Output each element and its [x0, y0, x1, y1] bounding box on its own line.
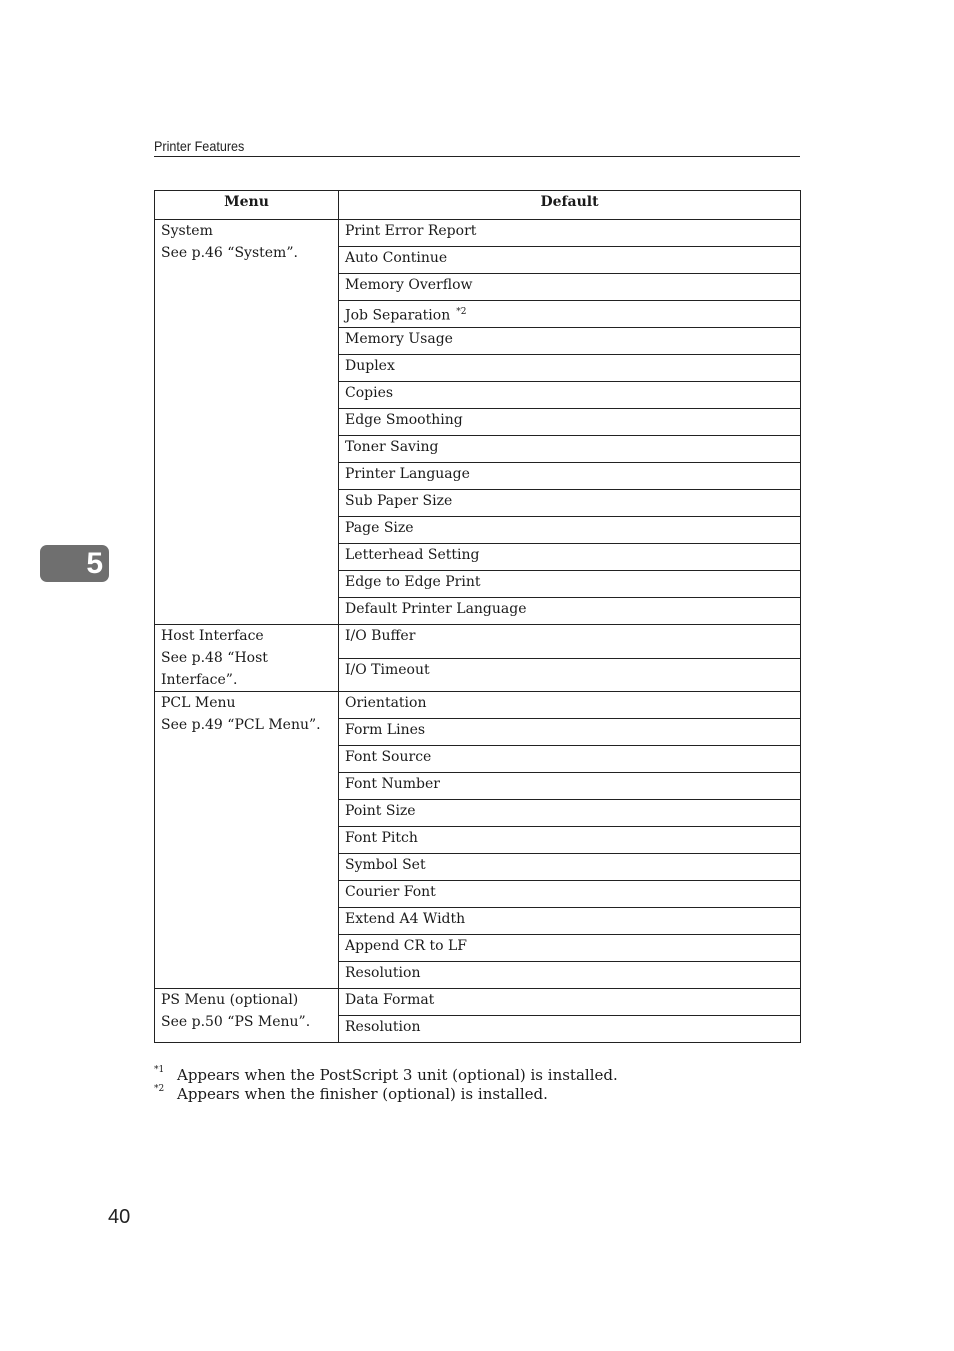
default-item-cell	[339, 571, 801, 598]
default-item-cell	[339, 827, 801, 854]
menu-name: Host Interface	[161, 628, 264, 644]
table-row	[155, 692, 801, 719]
default-item-cell	[339, 658, 801, 692]
default-item-label: Symbol Set	[345, 857, 426, 873]
table-row	[155, 220, 801, 247]
default-item-label: Resolution	[345, 1019, 421, 1035]
default-item-label: Font Pitch	[345, 830, 418, 846]
running-header	[154, 138, 800, 157]
default-item-cell	[339, 355, 801, 382]
default-item-cell	[339, 598, 801, 625]
footnote-mark: *2	[154, 1084, 165, 1094]
menu-name: PS Menu (optional)	[161, 992, 299, 1008]
default-item-cell	[339, 908, 801, 935]
menu-cell	[155, 989, 339, 1043]
default-item-cell	[339, 301, 801, 328]
default-item-label: Font Source	[345, 749, 432, 765]
footnotes	[154, 1066, 800, 1104]
menu-reference: See p.48 “Host Interface”.	[161, 650, 268, 688]
default-column-header: Default	[339, 191, 801, 220]
default-item-label: Resolution	[345, 965, 421, 981]
page-number: 40	[108, 1206, 131, 1228]
default-item-label: Point Size	[345, 803, 416, 819]
default-item-cell	[339, 1016, 801, 1043]
default-item-label: I/O Timeout	[345, 661, 430, 678]
footnote-mark: *1	[154, 1065, 165, 1075]
table-header-row	[155, 191, 801, 220]
default-item-cell	[339, 746, 801, 773]
default-item-label: Edge Smoothing	[345, 412, 463, 428]
default-item-cell	[339, 463, 801, 490]
table-row	[155, 989, 801, 1016]
default-item-cell	[339, 409, 801, 436]
default-item-cell	[339, 773, 801, 800]
footnote	[154, 1066, 800, 1085]
default-item-cell	[339, 490, 801, 517]
default-item-cell	[339, 247, 801, 274]
default-item-cell	[339, 517, 801, 544]
default-item-cell	[339, 935, 801, 962]
footnote-text: Appears when the PostScript 3 unit (optional) is installed.	[177, 1066, 618, 1084]
default-item-cell	[339, 881, 801, 908]
default-item-label: Toner Saving	[345, 439, 439, 455]
menu-cell	[155, 692, 339, 989]
default-item-cell	[339, 544, 801, 571]
footnote	[154, 1085, 800, 1104]
default-item-cell	[339, 328, 801, 355]
default-item-cell	[339, 220, 801, 247]
menu-defaults-table	[154, 190, 801, 1043]
menu-reference: See p.49 “PCL Menu”.	[161, 717, 321, 733]
default-item-label: Page Size	[345, 520, 414, 536]
chapter-tab: 5	[40, 545, 109, 582]
default-item-label: Edge to Edge Print	[345, 574, 481, 590]
default-item-cell	[339, 989, 801, 1016]
default-item-cell	[339, 625, 801, 659]
menu-column-header: Menu	[155, 191, 339, 220]
default-item-cell	[339, 436, 801, 463]
default-item-label: Extend A4 Width	[345, 911, 466, 927]
default-item-cell	[339, 854, 801, 881]
default-item-label: Duplex	[345, 358, 395, 374]
menu-cell	[155, 220, 339, 625]
menu-reference: See p.50 “PS Menu”.	[161, 1014, 311, 1030]
default-item-label: Printer Language	[345, 466, 470, 482]
default-item-label: Form Lines	[345, 722, 426, 738]
default-item-label: Job Separation	[345, 307, 451, 324]
default-item-cell	[339, 800, 801, 827]
default-item-label: Letterhead Setting	[345, 547, 480, 563]
default-item-label: Data Format	[345, 992, 435, 1008]
default-item-cell	[339, 962, 801, 989]
default-item-label: Append CR to LF	[345, 938, 467, 954]
default-item-label: Print Error Report	[345, 223, 477, 239]
default-item-label: Sub Paper Size	[345, 493, 453, 509]
default-item-cell	[339, 274, 801, 301]
default-item-label: I/O Buffer	[345, 628, 416, 644]
menu-name: System	[161, 223, 213, 239]
menu-name: PCL Menu	[161, 695, 236, 711]
default-item-label: Orientation	[345, 695, 427, 711]
default-item-label: Memory Overflow	[345, 277, 473, 293]
default-item-label: Memory Usage	[345, 331, 453, 347]
footnote-text: Appears when the finisher (optional) is installed.	[177, 1085, 548, 1103]
table-body	[155, 220, 801, 1043]
default-item-cell	[339, 692, 801, 719]
menu-reference: See p.46 “System”.	[161, 245, 298, 261]
default-item-label: Courier Font	[345, 884, 436, 900]
menu-cell	[155, 625, 339, 692]
table-row	[155, 625, 801, 659]
default-item-cell	[339, 382, 801, 409]
running-title: Printer Features	[154, 138, 245, 154]
default-item-label: Copies	[345, 385, 394, 401]
default-item-label: Default Printer Language	[345, 601, 527, 617]
footnote-reference: *2	[456, 307, 467, 317]
default-item-cell	[339, 719, 801, 746]
default-item-label: Font Number	[345, 776, 440, 792]
default-item-label: Auto Continue	[345, 250, 448, 266]
